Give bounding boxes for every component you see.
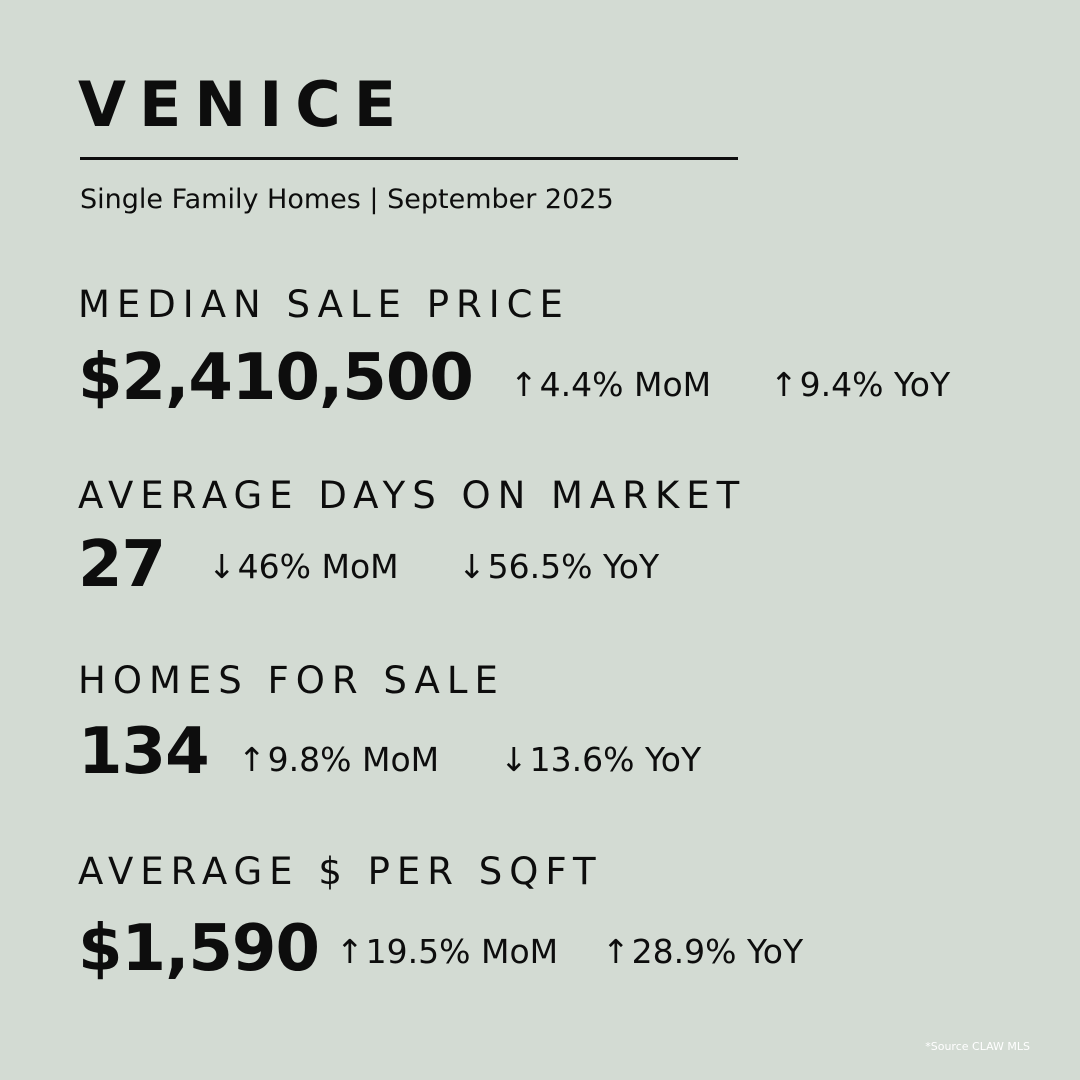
average-price-per-sqft-yoy <box>602 932 804 971</box>
title-divider <box>80 157 738 160</box>
yoy-change-text: 9.4% YoY <box>799 365 951 404</box>
mom-change-text: 19.5% MoM <box>365 932 559 971</box>
median-sale-price-value: $2,410,500 <box>78 341 473 415</box>
arrow-up-icon: ↑ <box>602 932 630 971</box>
average-days-on-market-value: 27 <box>78 528 166 602</box>
yoy-change-text: 28.9% YoY <box>631 932 804 971</box>
arrow-up-icon: ↑ <box>238 740 266 779</box>
arrow-up-icon: ↑ <box>336 932 364 971</box>
mom-change-text: 46% MoM <box>237 547 399 586</box>
homes-for-sale-mom <box>238 740 440 779</box>
average-days-on-market-mom <box>208 547 399 586</box>
yoy-change-text: 56.5% YoY <box>487 547 660 586</box>
median-sale-price-label: MEDIAN SALE PRICE <box>78 283 570 326</box>
average-days-on-market-yoy <box>458 547 660 586</box>
average-days-on-market-label: AVERAGE DAYS ON MARKET <box>78 474 747 517</box>
source-note: *Source CLAW MLS <box>925 1040 1030 1053</box>
yoy-change-text: 13.6% YoY <box>529 740 702 779</box>
average-price-per-sqft-value: $1,590 <box>78 912 319 986</box>
arrow-up-icon: ↑ <box>770 365 798 404</box>
arrow-up-icon: ↑ <box>510 365 538 404</box>
homes-for-sale-value: 134 <box>78 715 209 789</box>
city-title: VENICE <box>78 68 410 141</box>
arrow-down-icon: ↓ <box>458 547 486 586</box>
mom-change-text: 4.4% MoM <box>539 365 712 404</box>
median-sale-price-yoy <box>770 365 951 404</box>
average-price-per-sqft-label: AVERAGE $ PER SQFT <box>78 850 603 893</box>
median-sale-price-mom <box>510 365 712 404</box>
arrow-down-icon: ↓ <box>208 547 236 586</box>
report-subtitle: Single Family Homes | September 2025 <box>80 184 614 215</box>
average-price-per-sqft-mom <box>336 932 559 971</box>
arrow-down-icon: ↓ <box>500 740 528 779</box>
mom-change-text: 9.8% MoM <box>267 740 440 779</box>
homes-for-sale-label: HOMES FOR SALE <box>78 659 505 702</box>
homes-for-sale-yoy <box>500 740 702 779</box>
